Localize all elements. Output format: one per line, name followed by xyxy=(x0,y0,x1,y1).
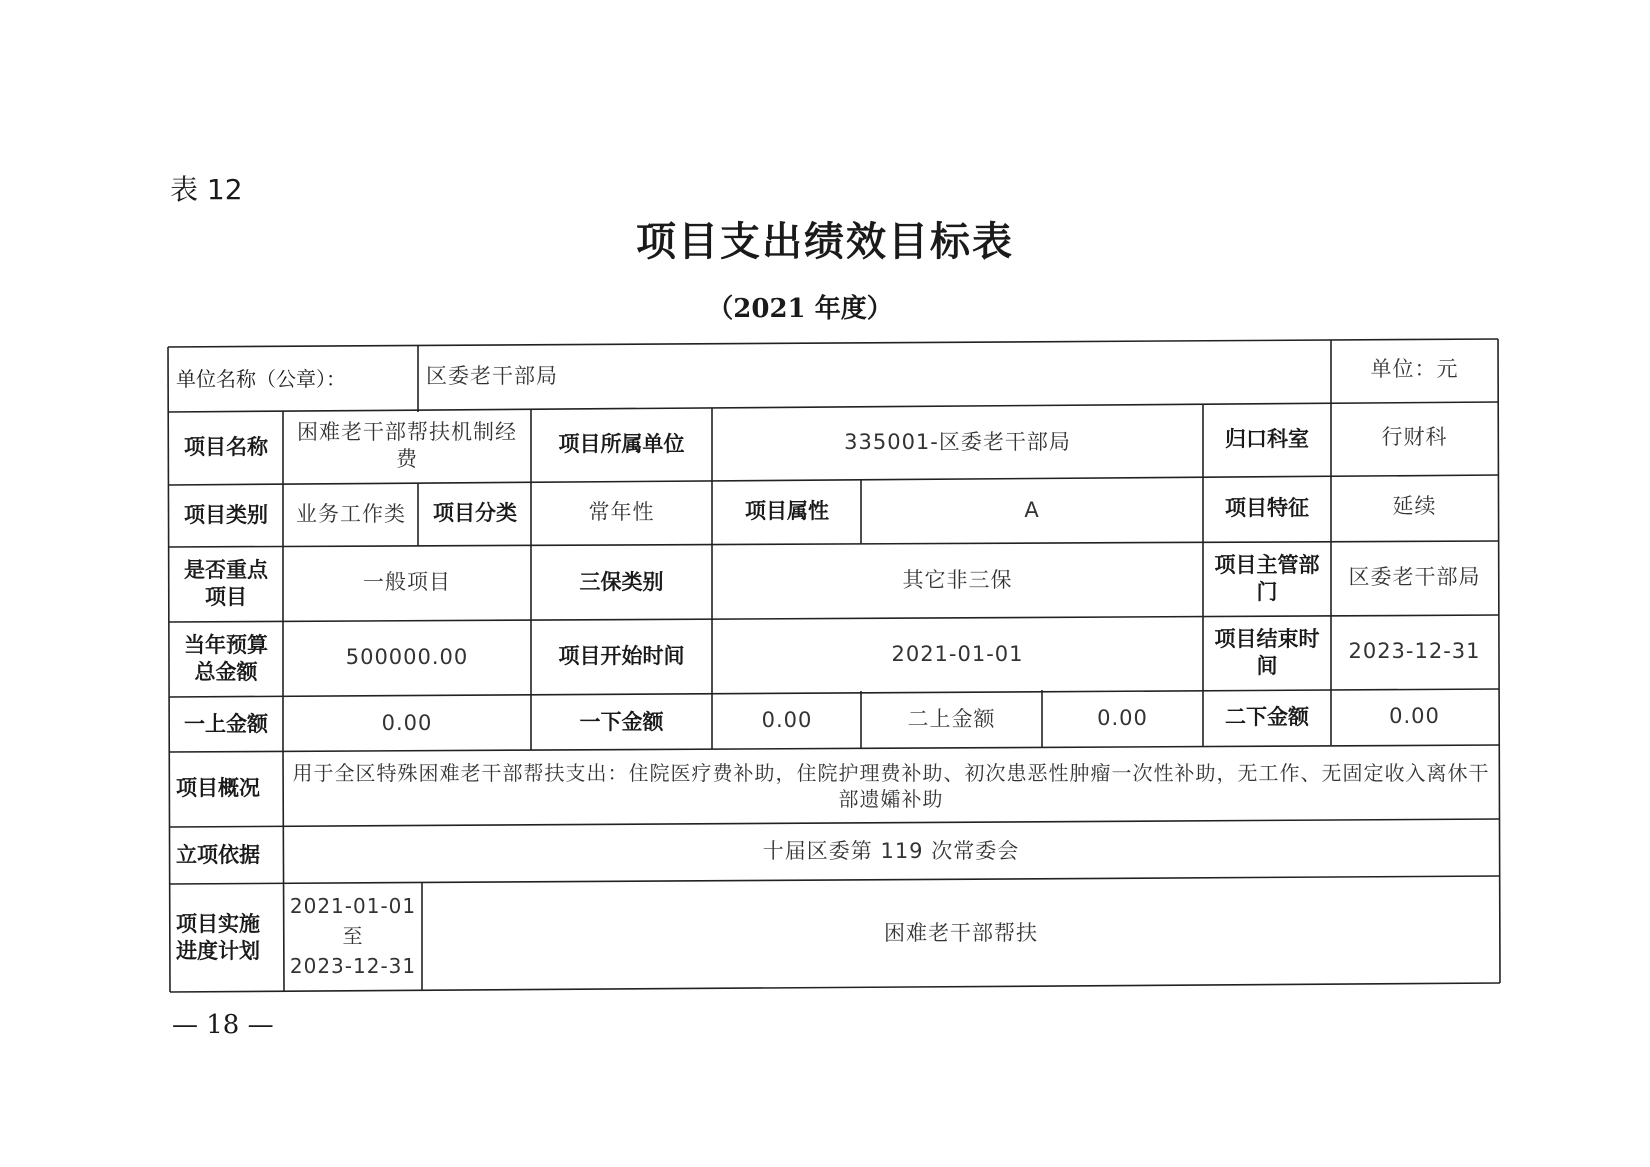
key-project-value: 一般项目 xyxy=(363,570,451,595)
project-feature-value: 延续 xyxy=(1392,494,1437,519)
start-date-value: 2021-01-01 xyxy=(891,642,1024,667)
currency-unit: 单位：元 xyxy=(1370,357,1459,382)
second-up-label: 二上金额 xyxy=(907,706,996,731)
overview-label: 项目概况 xyxy=(176,776,260,801)
unit-name-label: 单位名称（公章）： xyxy=(176,367,346,391)
plan-start-date: 2021-01-01 xyxy=(289,894,417,918)
project-name-label: 项目名称 xyxy=(184,435,268,460)
first-up-value: 0.00 xyxy=(381,710,433,735)
sanbao-label: 三保类别 xyxy=(579,570,664,595)
supervisor-label: 项目主管部门 xyxy=(1214,552,1320,604)
budget-value: 500000.00 xyxy=(345,645,469,670)
plan-period xyxy=(285,884,421,988)
end-date-label: 项目结束时间 xyxy=(1214,626,1320,678)
project-attr-label: 项目属性 xyxy=(745,499,829,524)
page-number: — 18 — xyxy=(172,1010,274,1040)
table-number: 表 12 xyxy=(170,173,243,206)
plan-to: 至 xyxy=(342,924,364,948)
office-label: 归口科室 xyxy=(1225,427,1309,452)
project-feature-label: 项目特征 xyxy=(1225,496,1309,521)
overview-value: 用于全区特殊困难老干部帮扶支出：住院医疗费补助，住院护理费补助、初次患恶性肿瘤一次性补助，无工作、无固定收入离休干部遗孀补助 xyxy=(292,761,1490,811)
key-project-label: 是否重点项目 xyxy=(184,557,268,609)
project-unit-value: 335001-区委老干部局 xyxy=(844,430,1071,455)
project-name-value: 困难老干部帮扶机制经费 xyxy=(297,419,517,471)
basis-label: 立项依据 xyxy=(176,842,260,867)
grid-line xyxy=(1498,339,1500,983)
project-type-value: 业务工作类 xyxy=(296,502,406,527)
budget-label: 当年预算总金额 xyxy=(184,632,268,684)
basis-value: 十届区委第 119 次常委会 xyxy=(762,838,1020,863)
document-subtitle: （2021 年度） xyxy=(707,294,893,324)
office-value: 行财科 xyxy=(1381,425,1448,450)
unit-name-value: 区委老干部局 xyxy=(426,364,558,389)
plan-label: 项目实施进度计划 xyxy=(176,911,260,963)
sanbao-value: 其它非三保 xyxy=(902,568,1013,593)
grid-line xyxy=(283,752,284,991)
first-up-label: 一上金额 xyxy=(184,711,268,736)
first-down-label: 一下金额 xyxy=(579,709,664,734)
second-up-value: 0.00 xyxy=(1097,705,1148,730)
project-unit-label: 项目所属单位 xyxy=(558,432,685,457)
end-date-value: 2023-12-31 xyxy=(1348,639,1481,664)
document-title: 项目支出绩效目标表 xyxy=(636,219,1014,265)
project-attr-value: A xyxy=(1024,498,1040,523)
start-date-label: 项目开始时间 xyxy=(558,644,685,669)
project-class-value: 常年性 xyxy=(588,500,655,525)
plan-end-date: 2023-12-31 xyxy=(289,954,417,978)
plan-value: 困难老干部帮扶 xyxy=(884,921,1038,946)
second-down-value: 0.00 xyxy=(1389,703,1440,728)
first-down-value: 0.00 xyxy=(761,707,813,732)
project-type-label: 项目类别 xyxy=(184,503,268,528)
project-class-label: 项目分类 xyxy=(433,501,517,526)
second-down-label: 二下金额 xyxy=(1225,704,1309,729)
supervisor-value: 区委老干部局 xyxy=(1348,565,1481,590)
